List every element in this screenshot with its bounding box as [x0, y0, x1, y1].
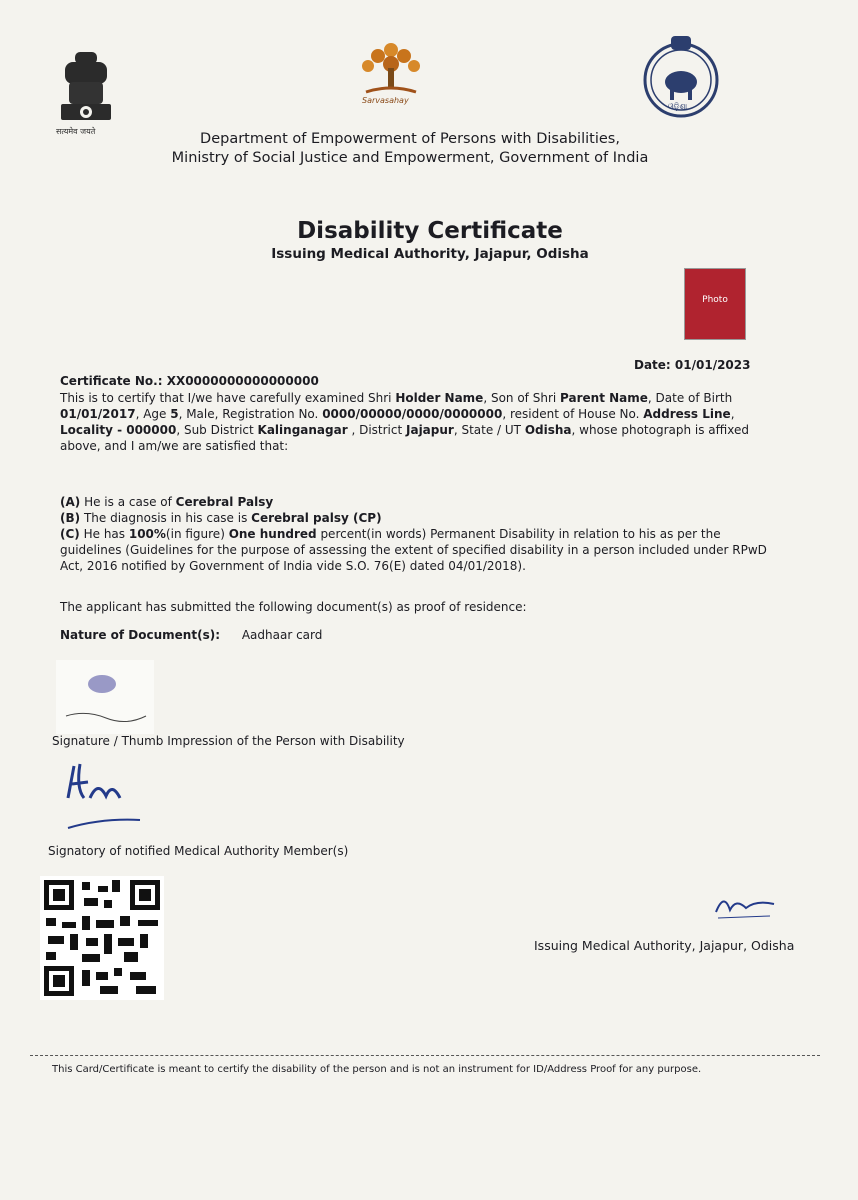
- registration-number: 0000/00000/0000/0000000: [322, 407, 503, 421]
- body-text: , resident of House No.: [502, 407, 644, 421]
- certificate-number: [60, 374, 319, 388]
- body-text: , State / UT: [453, 423, 525, 437]
- certificate-label: Certificate No.:: [60, 374, 163, 388]
- father-name: Parent Name: [560, 391, 648, 405]
- logo-caption: Sarvasahay: [362, 96, 409, 105]
- body-text: ,: [730, 407, 735, 421]
- district: Jajapur: [406, 423, 454, 437]
- issuer-signature-icon: [710, 888, 780, 924]
- date-label: Date:: [634, 358, 671, 372]
- dept-line-2: Ministry of Social Justice and Empowerment, Government of India: [171, 150, 649, 166]
- disability-percent: 100%: [128, 527, 166, 541]
- issuing-authority: Issuing Medical Authority, Jajapur, Odisha: [534, 938, 795, 953]
- certificate-subtitle: Issuing Medical Authority, Jajapur, Odisha: [271, 246, 589, 262]
- holder-name: Holder Name: [395, 391, 484, 405]
- age: 5: [170, 407, 179, 421]
- nature-of-document: [60, 628, 322, 642]
- dept-line-1: Department of Empowerment of Persons with Disabilities,: [200, 131, 620, 147]
- finding-text: (in figure): [165, 527, 229, 541]
- finding-text: percent(in words) Permanent Disability in relation to his as per the guidelines (Guidelines for the purpose of assessing the extent of specified disability in a person included under RPwD Act, 2016 notified by Government of India vide S.O. 76(E) dated 04/01/2018).: [60, 527, 767, 573]
- finding-prefix: (B): [60, 511, 81, 525]
- finding-value: Cerebral Palsy: [175, 495, 274, 509]
- body-text: , Male, Registration No.: [178, 407, 323, 421]
- finding-value: Cerebral palsy (CP): [251, 511, 382, 525]
- body-text: , Sub District: [176, 423, 258, 437]
- disability-words: One hundred: [228, 527, 317, 541]
- body-text: , Son of Shri: [483, 391, 561, 405]
- national-emblem-icon: [55, 48, 117, 138]
- certificate-value: XX0000000000000000: [166, 374, 319, 388]
- locality: Locality - 000000: [60, 423, 177, 437]
- finding-a: [60, 494, 780, 510]
- finding-text: The diagnosis in his case is: [80, 511, 252, 525]
- house-address: Address Line: [643, 407, 731, 421]
- body-text: , Date of Birth: [647, 391, 733, 405]
- finding-prefix: (A): [60, 495, 81, 509]
- body-text: This is to certify that I/we have carefully examined Shri: [60, 391, 396, 405]
- finding-b: [60, 510, 780, 526]
- body-text: , District: [347, 423, 406, 437]
- authority-signature-icon: [62, 758, 152, 838]
- findings-list: [60, 494, 780, 574]
- certificate-title: Disability Certificate: [297, 218, 563, 244]
- qr-code-icon: [40, 876, 164, 1000]
- certification-paragraph: [60, 390, 780, 454]
- sub-district: Kalinganagar: [257, 423, 348, 437]
- nature-value: Aadhaar card: [241, 628, 323, 642]
- date-of-birth: 01/01/2017: [60, 407, 136, 421]
- finding-text: He is a case of: [80, 495, 176, 509]
- applicant-statement: The applicant has submitted the following document(s) as proof of residence:: [60, 600, 527, 614]
- body-text: , whose photograph is affixed above, and I am/we are satisfied that:: [60, 423, 749, 453]
- footer-divider: [30, 1055, 820, 1056]
- authority-signature-label: Signatory of notified Medical Authority Member(s): [48, 844, 349, 858]
- seal-caption: ଓଡ଼ିଶା: [668, 102, 688, 111]
- footer-disclaimer: This Card/Certificate is meant to certify the disability of the person and is not an instrument for ID/Address Proof for any purpose.: [52, 1064, 702, 1075]
- department-heading: [150, 130, 670, 168]
- issue-date: [634, 358, 750, 372]
- holder-photo: [684, 268, 746, 340]
- person-signature-label: Signature / Thumb Impression of the Person with Disability: [52, 734, 405, 748]
- body-text: , Age: [135, 407, 171, 421]
- emblem-caption: सत्यमेव जयते: [56, 127, 96, 136]
- state: Odisha: [524, 423, 572, 437]
- finding-c: [60, 526, 780, 574]
- nature-label: Nature of Document(s):: [60, 628, 220, 642]
- thumb-impression-icon: [56, 660, 154, 734]
- date-value: 01/01/2023: [674, 358, 751, 372]
- finding-text: He has: [79, 527, 129, 541]
- photo-label: Photo: [702, 295, 728, 305]
- finding-prefix: (C): [60, 527, 80, 541]
